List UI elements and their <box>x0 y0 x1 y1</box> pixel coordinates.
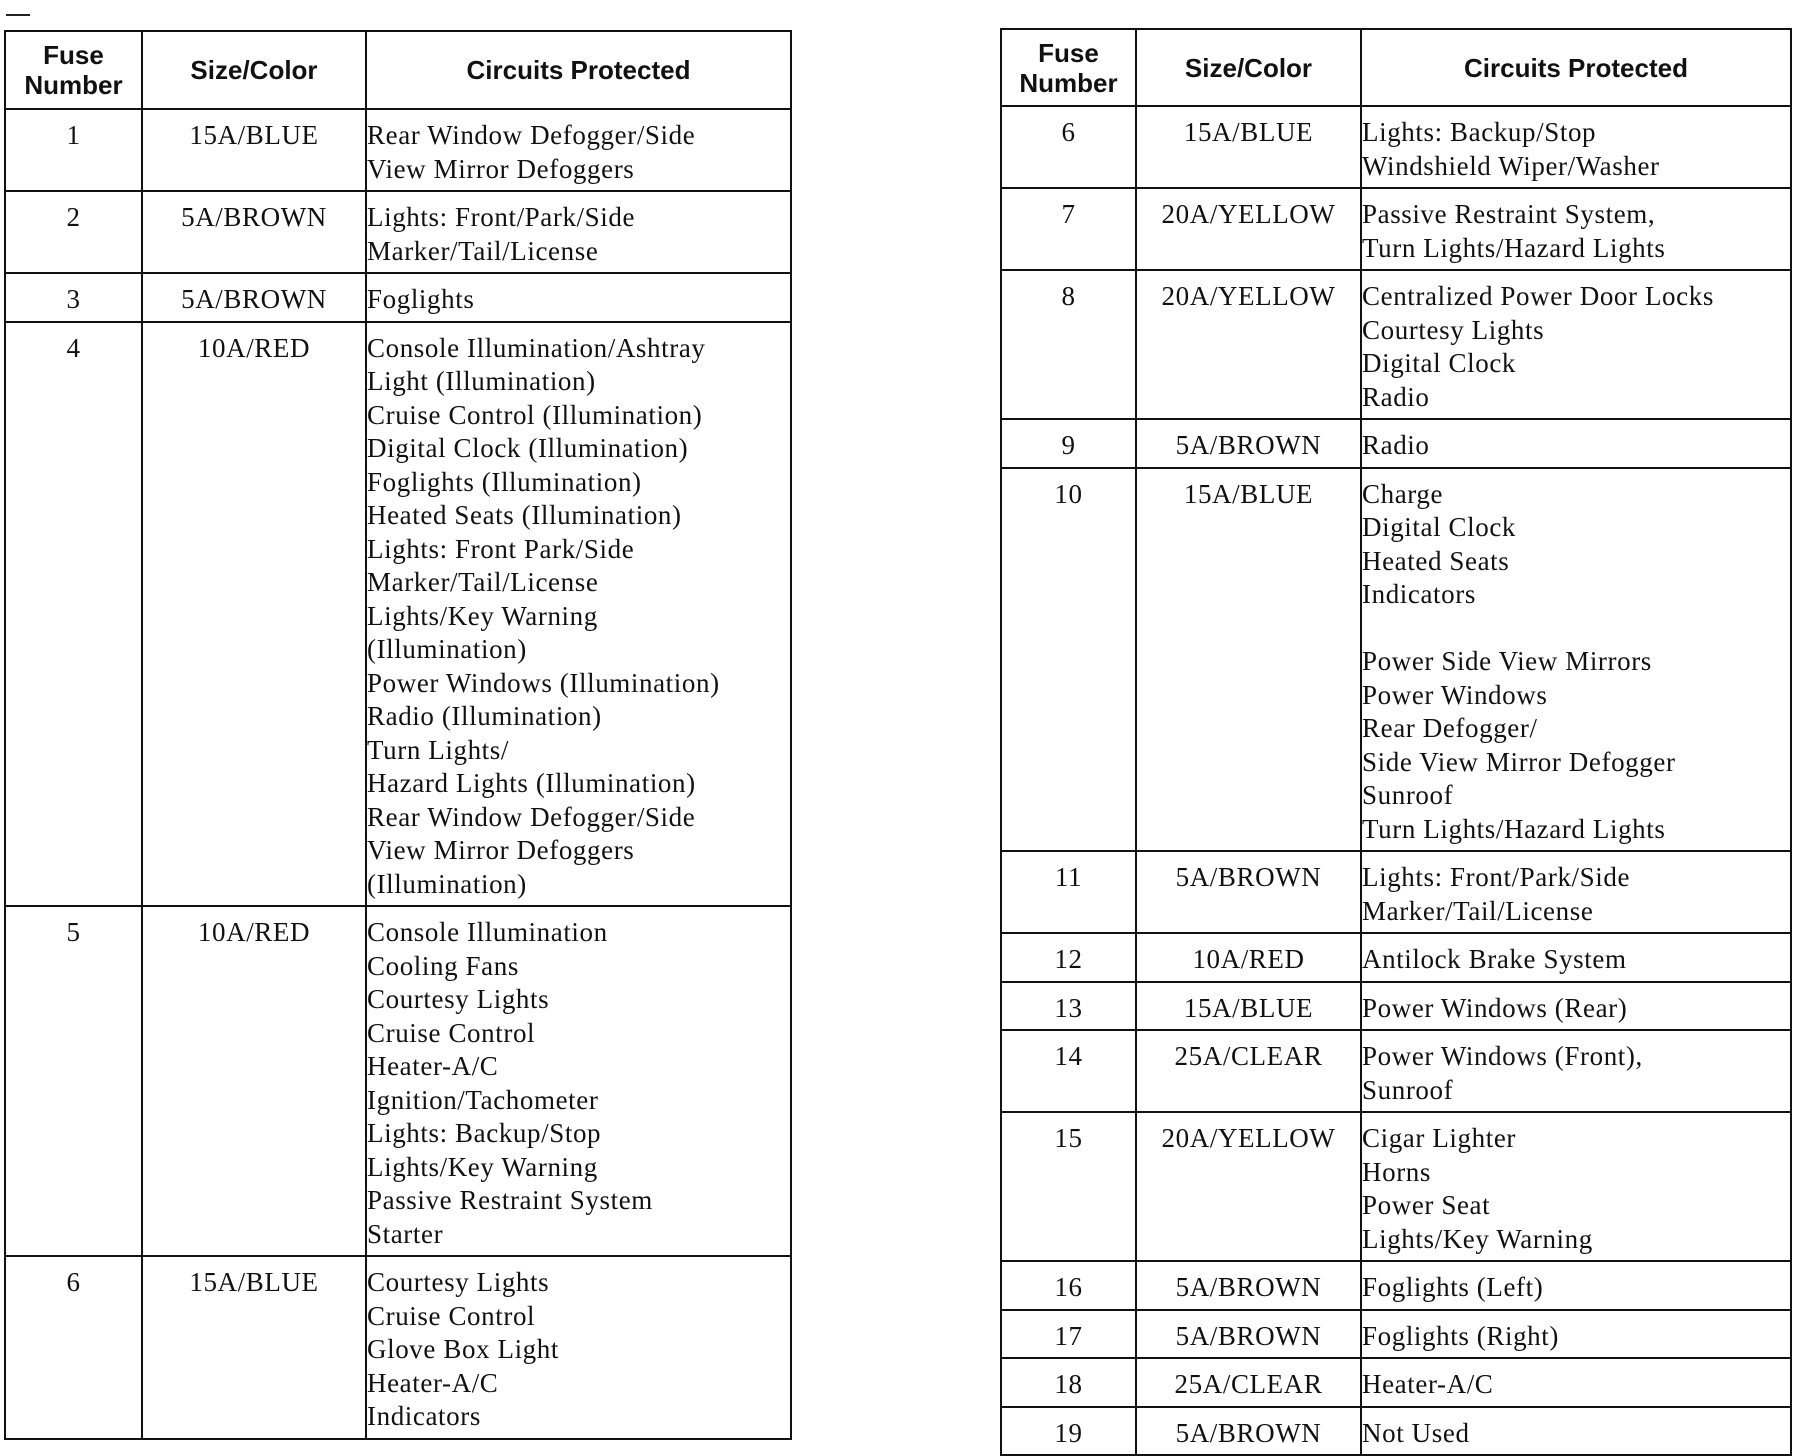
table-row <box>1001 1310 1791 1359</box>
fuse-number-cell: 15 <box>1001 1112 1136 1261</box>
circuit-line: Foglights (Left) <box>1362 1272 1544 1302</box>
table-row <box>1001 1407 1791 1456</box>
size-color-cell: 15A/BLUE <box>142 1256 366 1439</box>
circuit-line: Rear Window Defogger/Side <box>367 801 696 832</box>
header-size-color: Size/Color <box>1136 29 1361 106</box>
circuit-line: View Mirror Defoggers <box>367 153 635 184</box>
circuits-cell <box>366 109 791 191</box>
circuits-cell <box>366 906 791 1256</box>
header-row <box>1001 29 1791 106</box>
size-color-cell: 5A/BROWN <box>1136 851 1361 933</box>
fuse-number-cell: 18 <box>1001 1358 1136 1407</box>
circuit-line: Power Windows <box>1362 679 1548 710</box>
size-color-cell: 5A/BROWN <box>1136 1407 1361 1456</box>
fuse-number-cell: 8 <box>1001 270 1136 419</box>
circuit-line: Radio <box>1362 430 1430 460</box>
size-color-cell: 25A/CLEAR <box>1136 1030 1361 1112</box>
table-row <box>5 322 791 907</box>
table-row <box>1001 1030 1791 1112</box>
circuit-line: Power Windows (Rear) <box>1362 992 1628 1023</box>
circuit-line: Side View Mirror Defogger <box>1362 746 1676 777</box>
table-row <box>1001 270 1791 419</box>
circuit-line: Digital Clock (Illumination) <box>367 433 689 463</box>
size-color-cell: 15A/BLUE <box>1136 982 1361 1031</box>
circuits-cell <box>1361 1358 1791 1407</box>
circuit-line-spacer <box>1362 612 1790 646</box>
circuits-cell <box>366 273 791 322</box>
circuits-cell <box>1361 851 1791 933</box>
circuit-line: Turn Lights/Hazard Lights <box>1362 232 1666 263</box>
fuse-number-cell: 16 <box>1001 1261 1136 1310</box>
circuits-cell <box>1361 1407 1791 1456</box>
circuit-line: Courtesy Lights <box>367 984 550 1014</box>
fuse-number-cell: 12 <box>1001 933 1136 982</box>
circuit-line: Console Illumination <box>367 917 608 947</box>
table-row <box>1001 188 1791 270</box>
header-circuits-protected: Circuits Protected <box>366 31 791 109</box>
circuit-line: Charge <box>1362 478 1444 509</box>
fuse-number-cell: 4 <box>5 322 142 907</box>
fuse-number-cell: 10 <box>1001 468 1136 852</box>
table-row <box>5 906 791 1256</box>
circuits-cell <box>1361 419 1791 468</box>
table-row <box>1001 982 1791 1031</box>
circuit-line: Digital Clock <box>1362 348 1517 378</box>
fuse-table-right <box>1000 28 1792 1456</box>
size-color-cell: 5A/BROWN <box>142 191 366 273</box>
circuit-line: Power Side View Mirrors <box>1362 646 1652 676</box>
fuse-number-cell: 6 <box>1001 106 1136 188</box>
size-color-cell: 20A/YELLOW <box>1136 1112 1361 1261</box>
fuse-number-cell: 5 <box>5 906 142 1256</box>
fuse-number-cell: 17 <box>1001 1310 1136 1359</box>
circuit-line: Power Seat <box>1362 1190 1491 1220</box>
circuit-line: Digital Clock <box>1362 512 1517 542</box>
size-color-cell: 5A/BROWN <box>1136 1310 1361 1359</box>
circuit-line: Power Windows (Front), <box>1362 1041 1643 1071</box>
circuits-cell <box>1361 1112 1791 1261</box>
circuit-line: Lights: Front Park/Side <box>367 533 635 564</box>
circuit-line: Ignition/Tachometer <box>367 1084 599 1115</box>
circuit-line: Console Illumination/Ashtray <box>367 332 706 363</box>
fuse-number-cell: 11 <box>1001 851 1136 933</box>
circuit-line: Sunroof <box>1362 1074 1454 1105</box>
circuits-cell <box>1361 468 1791 852</box>
fuse-number-cell: 1 <box>5 109 142 191</box>
size-color-cell: 10A/RED <box>1136 933 1361 982</box>
circuits-cell <box>366 191 791 273</box>
size-color-cell: 10A/RED <box>142 906 366 1256</box>
circuit-line: Lights: Backup/Stop <box>367 1118 602 1148</box>
circuit-line: Hazard Lights (Illumination) <box>367 768 696 798</box>
header-fuse-number: Fuse Number <box>5 31 142 109</box>
circuit-line: Courtesy Lights <box>1362 314 1545 345</box>
circuit-line: Indicators <box>367 1401 481 1431</box>
table-row <box>1001 1358 1791 1407</box>
circuit-line: Cruise Control <box>367 1300 536 1331</box>
size-color-cell: 5A/BROWN <box>1136 419 1361 468</box>
circuit-line: Horns <box>1362 1156 1431 1187</box>
table-row <box>1001 419 1791 468</box>
fuse-number-cell: 9 <box>1001 419 1136 468</box>
table-row <box>1001 468 1791 852</box>
circuit-line: Heater-A/C <box>1362 1369 1494 1399</box>
size-color-cell: 15A/BLUE <box>142 109 366 191</box>
circuit-line: Windshield Wiper/Washer <box>1362 150 1660 181</box>
circuit-line: Passive Restraint System <box>367 1185 653 1215</box>
circuit-line: Rear Defogger/ <box>1362 713 1538 743</box>
circuit-line: Cooling Fans <box>367 950 519 981</box>
circuit-line: Marker/Tail/License <box>367 235 599 266</box>
circuits-cell <box>1361 270 1791 419</box>
circuit-line: Radio (Illumination) <box>367 701 602 731</box>
table-row <box>1001 1112 1791 1261</box>
circuits-cell <box>1361 1261 1791 1310</box>
size-color-cell: 5A/BROWN <box>1136 1261 1361 1310</box>
fuse-number-cell: 3 <box>5 273 142 322</box>
circuit-line: Cruise Control (Illumination) <box>367 399 703 430</box>
circuit-line: Starter <box>367 1218 444 1249</box>
circuit-line: View Mirror Defoggers <box>367 835 635 865</box>
header-circuits-protected: Circuits Protected <box>1361 29 1791 106</box>
circuit-line: Turn Lights/ <box>367 734 509 765</box>
size-color-cell: 5A/BROWN <box>142 273 366 322</box>
circuit-line: Centralized Power Door Locks <box>1362 281 1714 311</box>
circuit-line: (Illumination) <box>367 868 527 899</box>
table-row <box>5 191 791 273</box>
circuit-line: Glove Box Light <box>367 1334 559 1364</box>
corner-mark <box>6 14 30 16</box>
fuse-number-cell: 13 <box>1001 982 1136 1031</box>
circuit-line: Foglights (Right) <box>1362 1320 1559 1351</box>
circuit-line: Turn Lights/Hazard Lights <box>1362 813 1666 844</box>
circuit-line: Marker/Tail/License <box>367 567 599 597</box>
fuse-number-cell: 14 <box>1001 1030 1136 1112</box>
circuit-line: Passive Restraint System, <box>1362 199 1656 229</box>
circuits-cell <box>1361 106 1791 188</box>
size-color-cell: 25A/CLEAR <box>1136 1358 1361 1407</box>
table-row <box>5 273 791 322</box>
circuit-line: Radio <box>1362 381 1430 412</box>
header-size-color: Size/Color <box>142 31 366 109</box>
circuit-line: Cigar Lighter <box>1362 1123 1517 1153</box>
circuit-line: Heated Seats <box>1362 545 1510 576</box>
circuit-line: Foglights <box>367 284 475 314</box>
size-color-cell: 15A/BLUE <box>1136 468 1361 852</box>
size-color-cell: 20A/YELLOW <box>1136 188 1361 270</box>
circuits-cell <box>366 322 791 907</box>
table-row <box>1001 1261 1791 1310</box>
fuse-table-left <box>4 30 792 1440</box>
size-color-cell: 15A/BLUE <box>1136 106 1361 188</box>
circuit-line: Lights: Front/Park/Side <box>367 202 636 232</box>
circuit-line: Not Used <box>1362 1417 1470 1448</box>
circuit-line: Heater-A/C <box>367 1367 499 1398</box>
circuit-line: Foglights (Illumination) <box>367 466 642 497</box>
fuse-number-cell: 6 <box>5 1256 142 1439</box>
circuit-line: Light (Illumination) <box>367 366 596 396</box>
circuit-line: Rear Window Defogger/Side <box>367 120 696 150</box>
circuit-line: Antilock Brake System <box>1362 944 1627 974</box>
fuse-number-cell: 19 <box>1001 1407 1136 1456</box>
circuit-line: (Illumination) <box>367 634 527 664</box>
table-row <box>1001 106 1791 188</box>
circuit-line: Heated Seats (Illumination) <box>367 500 682 530</box>
circuit-line: Lights: Backup/Stop <box>1362 117 1597 147</box>
circuits-cell <box>366 1256 791 1439</box>
header-row <box>5 31 791 109</box>
circuit-line: Heater-A/C <box>367 1051 499 1081</box>
circuits-cell <box>1361 188 1791 270</box>
circuit-line: Lights/Key Warning <box>367 600 598 631</box>
circuit-line: Marker/Tail/License <box>1362 895 1594 926</box>
header-fuse-number: Fuse Number <box>1001 29 1136 106</box>
circuits-cell <box>1361 982 1791 1031</box>
circuit-line: Courtesy Lights <box>367 1267 550 1297</box>
table-row <box>1001 851 1791 933</box>
size-color-cell: 10A/RED <box>142 322 366 907</box>
circuit-line: Sunroof <box>1362 780 1454 810</box>
circuit-line: Lights/Key Warning <box>1362 1223 1593 1254</box>
size-color-cell: 20A/YELLOW <box>1136 270 1361 419</box>
fuse-number-cell: 2 <box>5 191 142 273</box>
circuits-cell <box>1361 933 1791 982</box>
circuit-line: Lights: Front/Park/Side <box>1362 862 1631 892</box>
circuit-line: Power Windows (Illumination) <box>367 667 720 698</box>
circuit-line: Cruise Control <box>367 1017 536 1048</box>
circuits-cell <box>1361 1030 1791 1112</box>
fuse-number-cell: 7 <box>1001 188 1136 270</box>
table-row <box>5 109 791 191</box>
circuit-line: Lights/Key Warning <box>367 1151 598 1182</box>
circuits-cell <box>1361 1310 1791 1359</box>
circuit-line: Indicators <box>1362 579 1476 609</box>
table-row <box>5 1256 791 1439</box>
table-row <box>1001 933 1791 982</box>
